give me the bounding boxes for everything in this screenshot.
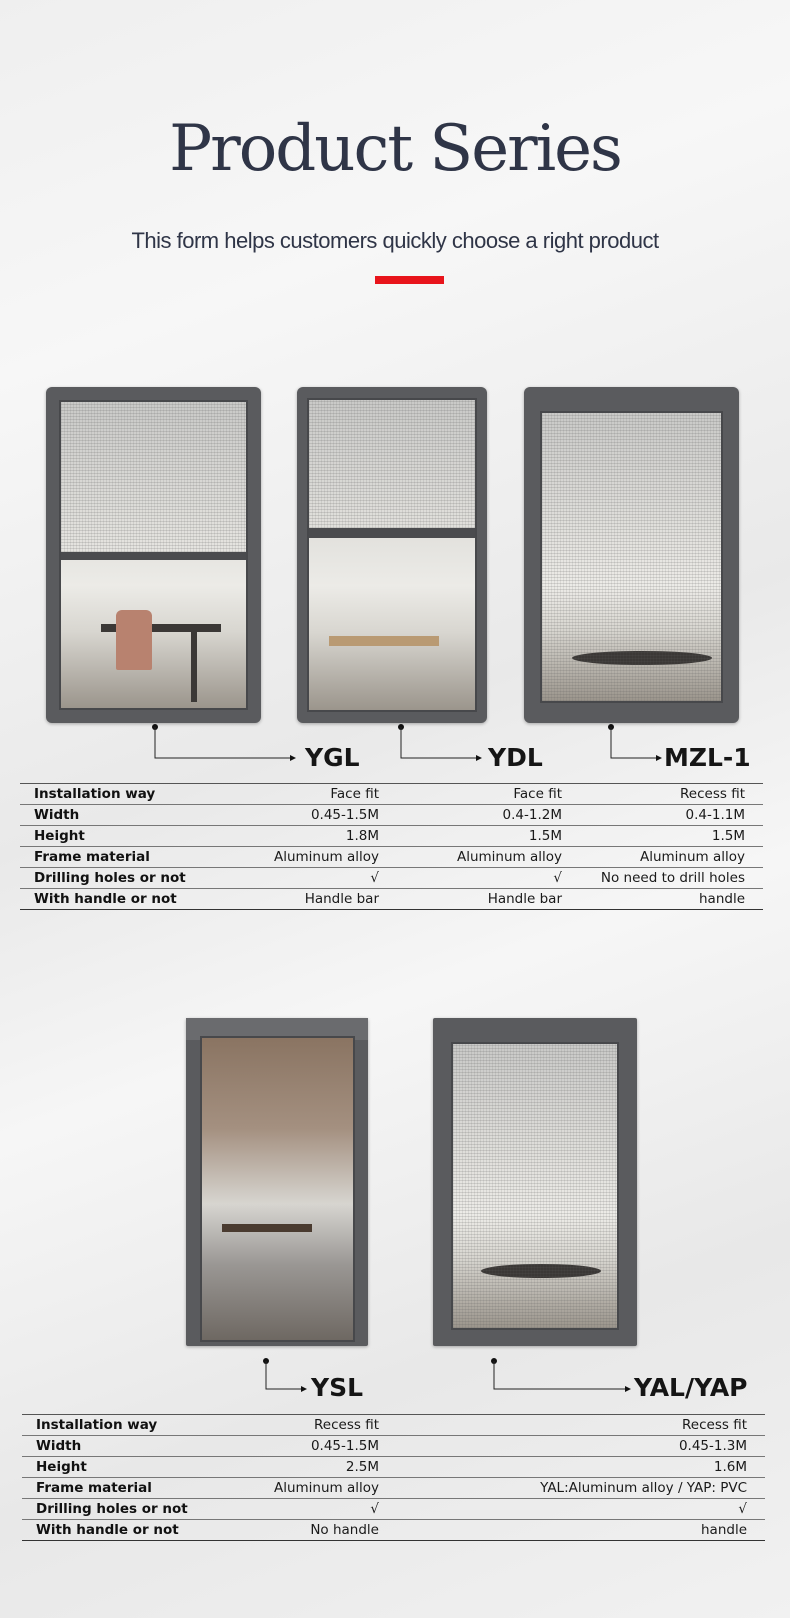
row-label: With handle or not xyxy=(20,889,215,910)
table-row xyxy=(20,805,763,826)
table-cell: 0.4-1.2M xyxy=(397,805,580,826)
table-cell: 0.4-1.1M xyxy=(580,805,763,826)
table-cell: 0.45-1.5M xyxy=(215,805,397,826)
page-title: Product Series xyxy=(169,112,621,186)
table-row xyxy=(20,889,763,910)
table-row xyxy=(22,1457,765,1478)
row-label: Width xyxy=(22,1436,218,1457)
row-label: Height xyxy=(22,1457,218,1478)
connector-ydl xyxy=(396,722,482,762)
connector-ygl xyxy=(150,722,296,762)
table-row xyxy=(20,847,763,868)
table-row xyxy=(20,784,763,805)
table-cell: √ xyxy=(218,1499,397,1520)
row-label: Drilling holes or not xyxy=(20,868,215,889)
table-cell: 1.5M xyxy=(397,826,580,847)
product-image-ydl xyxy=(297,387,487,723)
connector-mzl-1 xyxy=(606,722,662,762)
row-label: Width xyxy=(20,805,215,826)
model-label-ydl: YDL xyxy=(488,743,543,772)
table-cell: 2.5M xyxy=(218,1457,397,1478)
table-row xyxy=(22,1478,765,1499)
accent-divider xyxy=(375,276,444,284)
table-cell: √ xyxy=(397,1499,765,1520)
table-cell: Handle bar xyxy=(397,889,580,910)
row-label: With handle or not xyxy=(22,1520,218,1541)
table-cell: handle xyxy=(580,889,763,910)
table-cell: 1.6M xyxy=(397,1457,765,1478)
model-label-ysl: YSL xyxy=(311,1373,364,1402)
page-subtitle: This form helps customers quickly choose a right product xyxy=(131,228,659,253)
table-cell: Recess fit xyxy=(580,784,763,805)
product-image-mzl-1 xyxy=(524,387,739,723)
table-cell: 0.45-1.5M xyxy=(218,1436,397,1457)
row-label: Frame material xyxy=(20,847,215,868)
table-row xyxy=(20,868,763,889)
table-row xyxy=(22,1499,765,1520)
table-cell: Handle bar xyxy=(215,889,397,910)
table-cell: Aluminum alloy xyxy=(215,847,397,868)
table-cell: 1.5M xyxy=(580,826,763,847)
connector-yal-yap xyxy=(489,1356,631,1396)
table-cell: Face fit xyxy=(397,784,580,805)
table-cell: No handle xyxy=(218,1520,397,1541)
spec-table-2 xyxy=(22,1414,765,1541)
product-image-ysl xyxy=(186,1018,368,1346)
table-cell: 1.8M xyxy=(215,826,397,847)
spec-table-1 xyxy=(20,783,763,910)
model-label-yal-yap: YAL/YAP xyxy=(634,1373,748,1402)
row-label: Drilling holes or not xyxy=(22,1499,218,1520)
model-label-mzl-1: MZL-1 xyxy=(664,743,751,772)
row-label: Installation way xyxy=(20,784,215,805)
table-cell: Aluminum alloy xyxy=(397,847,580,868)
connector-ysl xyxy=(261,1356,307,1396)
table-cell: Recess fit xyxy=(397,1415,765,1436)
table-row xyxy=(22,1415,765,1436)
table-cell: Face fit xyxy=(215,784,397,805)
table-cell: √ xyxy=(397,868,580,889)
table-cell: No need to drill holes xyxy=(580,868,763,889)
row-label: Height xyxy=(20,826,215,847)
table-cell: √ xyxy=(215,868,397,889)
table-cell: YAL:Aluminum alloy / YAP: PVC xyxy=(397,1478,765,1499)
table-cell: Aluminum alloy xyxy=(218,1478,397,1499)
model-label-ygl: YGL xyxy=(305,743,360,772)
table-row xyxy=(22,1520,765,1541)
table-cell: handle xyxy=(397,1520,765,1541)
table-row xyxy=(22,1436,765,1457)
table-cell: Aluminum alloy xyxy=(580,847,763,868)
row-label: Installation way xyxy=(22,1415,218,1436)
table-cell: Recess fit xyxy=(218,1415,397,1436)
table-cell: 0.45-1.3M xyxy=(397,1436,765,1457)
table-row xyxy=(20,826,763,847)
row-label: Frame material xyxy=(22,1478,218,1499)
product-image-ygl xyxy=(46,387,261,723)
product-image-yal-yap xyxy=(433,1018,637,1346)
